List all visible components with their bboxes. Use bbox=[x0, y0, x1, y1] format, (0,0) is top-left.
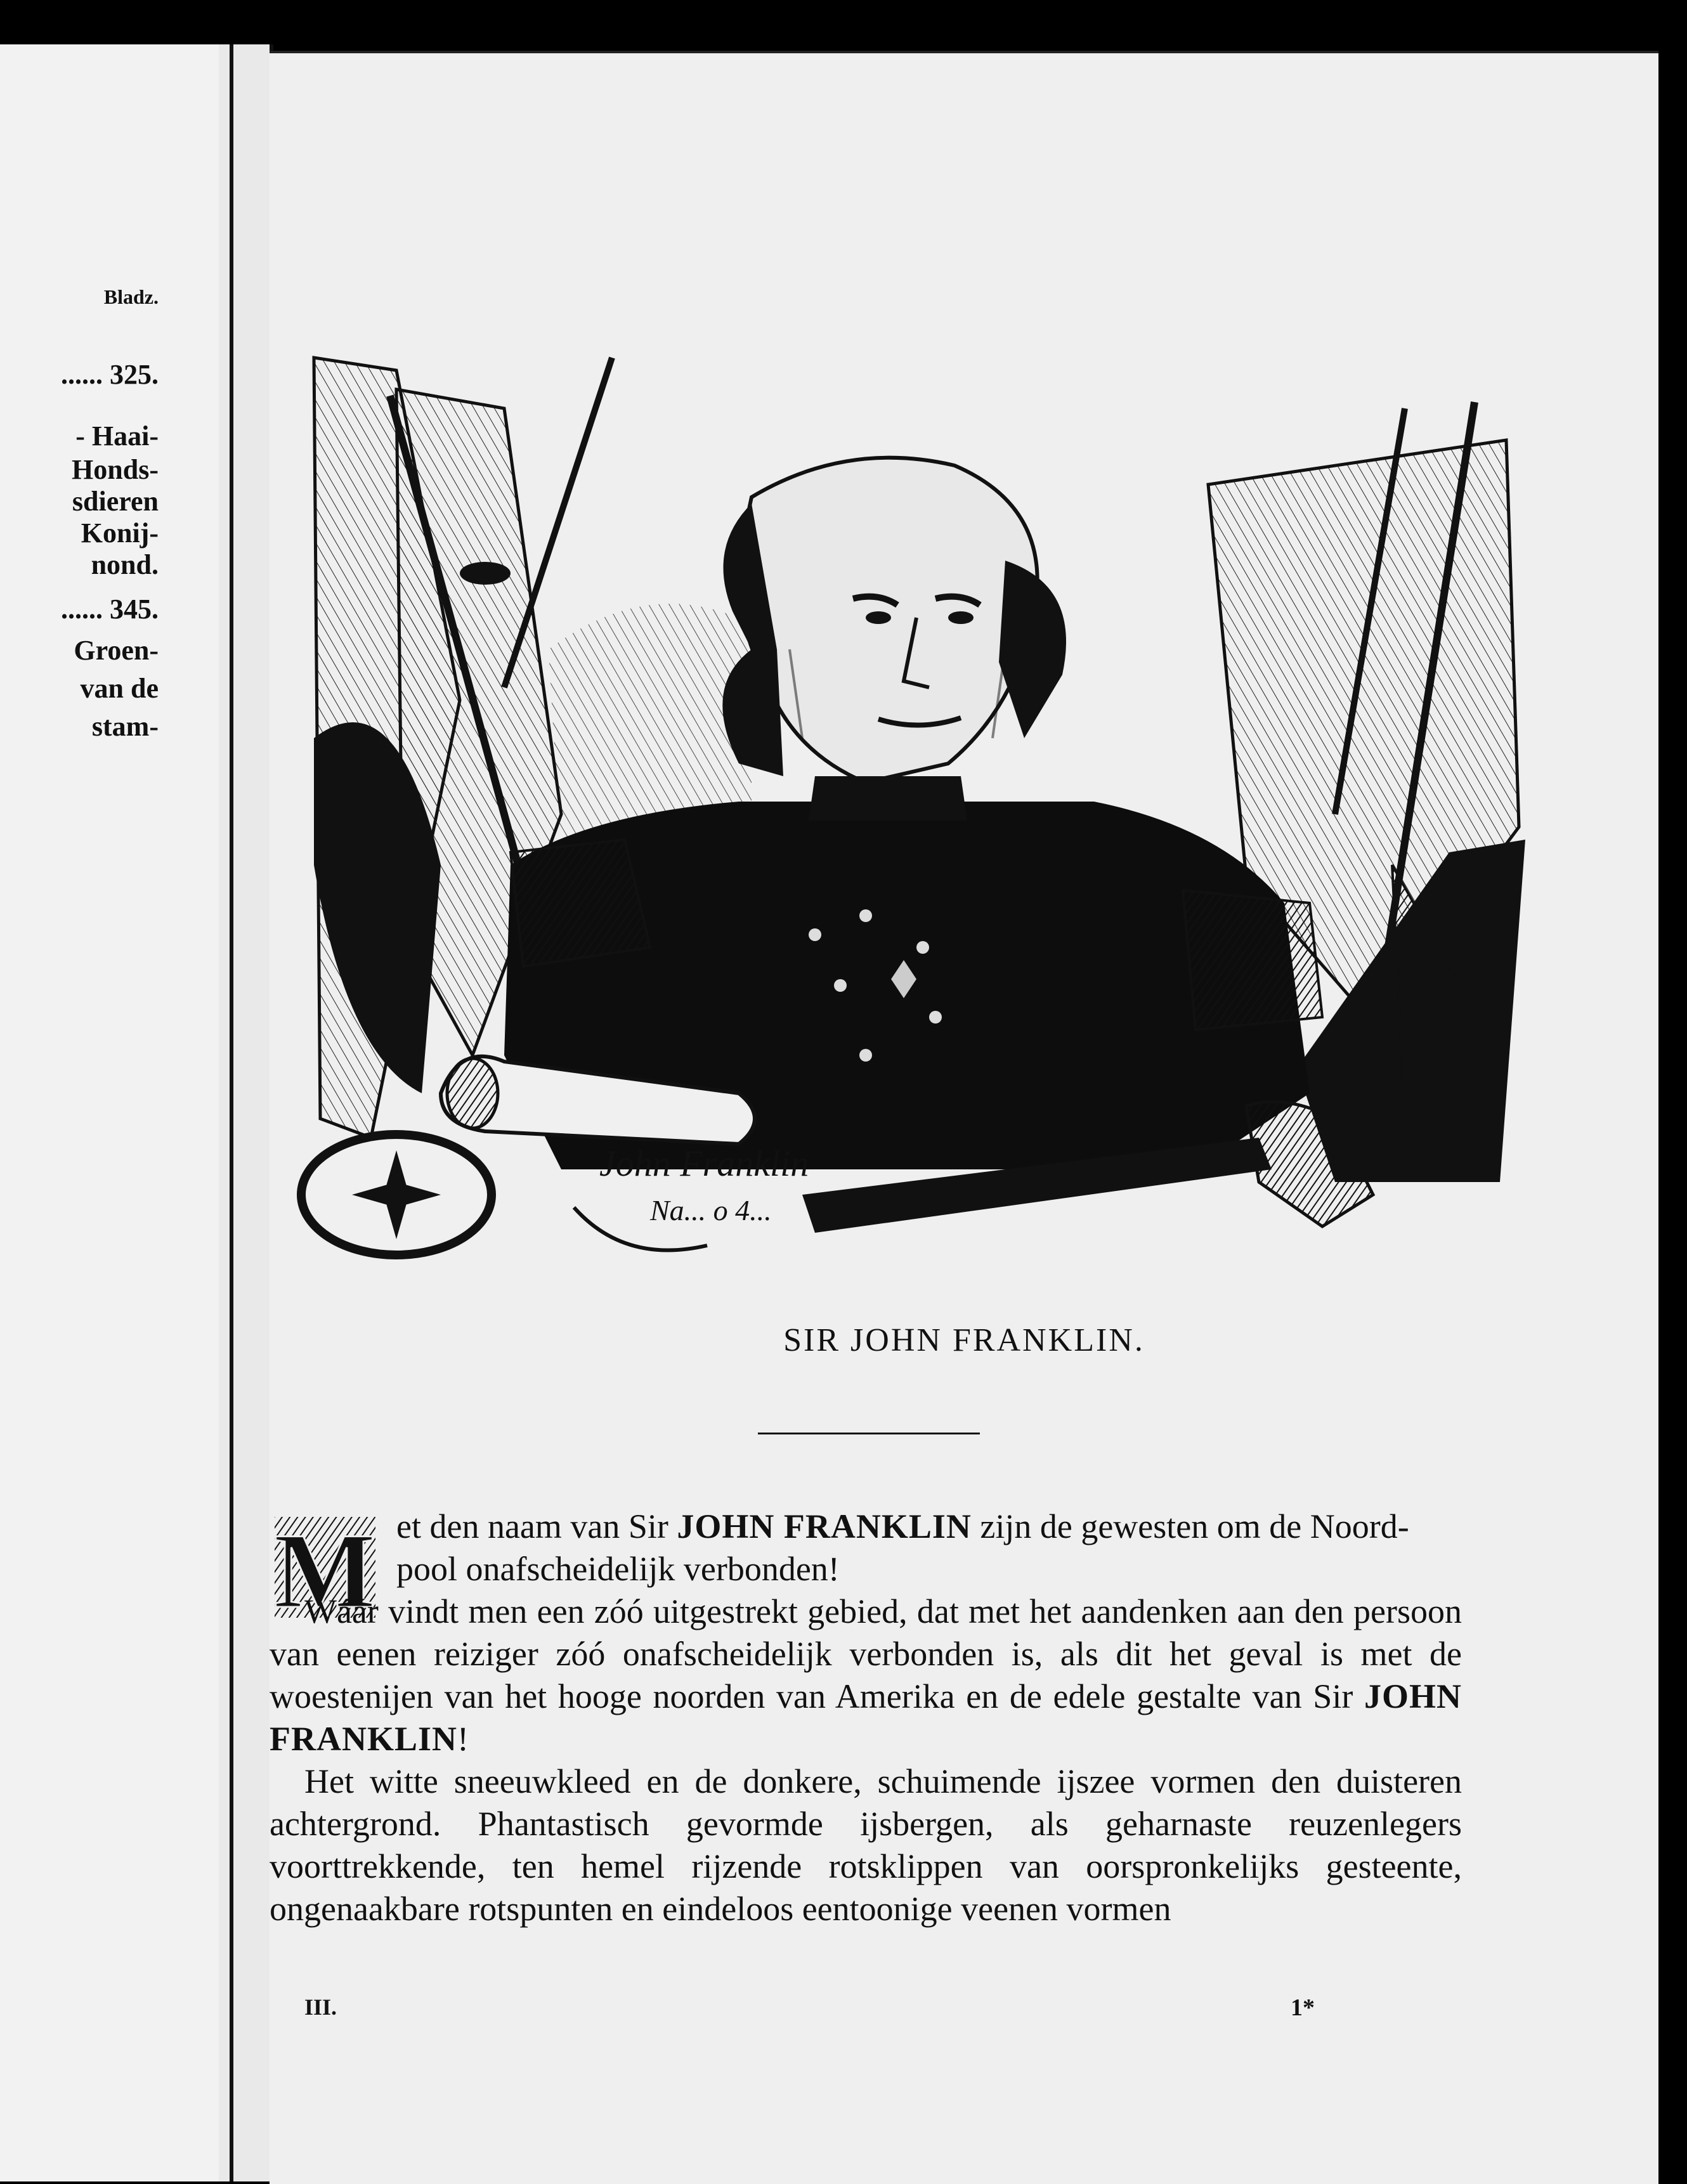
portrait-signature bbox=[574, 1143, 809, 1251]
signature-text: John Franklin bbox=[599, 1143, 809, 1184]
bladz-header: Bladz. bbox=[103, 285, 159, 308]
signature-mark: III. bbox=[304, 1994, 337, 2020]
portrait-engraving bbox=[295, 294, 1538, 1303]
p1-name: JOHN FRANKLIN bbox=[677, 1507, 972, 1545]
paragraph-1-line-1 bbox=[396, 1505, 1462, 1548]
p1-text-after: zijn de gewesten om de Noord- bbox=[980, 1507, 1409, 1545]
page-mark: 1* bbox=[1291, 1994, 1315, 2021]
toc-line: - Haai- bbox=[75, 420, 159, 452]
p2-name: JOHN FRANKLIN bbox=[270, 1677, 1462, 1758]
paragraph-3: Het witte sneeuwkleed en de donkere, schuimende ijszee vormen den duisteren achtergrond. Phantastisch gevormde ijsbergen, als geharnaste reuzenlegers voorttrekkende, ten hemel rijzende rotsklippen van oorspronkelijks gesteente, ongenaakbare rotspunten en eindeloos eentoonige veenen vormen bbox=[270, 1762, 1462, 1928]
title-rule bbox=[758, 1433, 980, 1434]
toc-line: Konij- bbox=[81, 517, 159, 549]
toc-line: Honds- bbox=[72, 454, 159, 485]
signature-rank: Na... o 4... bbox=[650, 1194, 772, 1226]
p2-text: Wáár vindt men een zóó uitgestrekt gebied, dat met het aandenken aan den persoon van eenen reiziger zóó onafscheidelijk verbonden is, als dit het geval is met de woestenijen van het hooge noorden van Amerika en de edele gestalte van Sir bbox=[270, 1592, 1462, 1715]
paragraph-2 bbox=[270, 1590, 1462, 1760]
body-text bbox=[270, 1505, 1462, 1930]
toc-line: Groen- bbox=[74, 635, 159, 666]
page-title: SIR JOHN FRANKLIN. bbox=[783, 1322, 1145, 1358]
toc-line: stam- bbox=[91, 711, 159, 742]
toc-line: van de bbox=[80, 673, 159, 704]
toc-line: nond. bbox=[91, 549, 159, 580]
toc-line: ...... 345. bbox=[61, 594, 159, 625]
toc-line: sdieren bbox=[72, 486, 159, 517]
portrait-head bbox=[722, 458, 1066, 821]
paragraph-1-line-2: pool onafscheidelijk verbonden! bbox=[396, 1550, 840, 1588]
drop-cap-letter: M bbox=[273, 1512, 376, 1623]
p1-text-before: et den naam van Sir bbox=[396, 1507, 668, 1545]
left-page-fragment bbox=[0, 44, 221, 2181]
toc-line: ...... 325. bbox=[61, 359, 159, 390]
book-page bbox=[270, 51, 1658, 2184]
gutter-line bbox=[230, 44, 233, 2181]
compass bbox=[301, 1134, 492, 1255]
portrait-illustration bbox=[295, 294, 1538, 1303]
book-gutter bbox=[219, 44, 273, 2181]
p2-punct: ! bbox=[457, 1720, 469, 1758]
